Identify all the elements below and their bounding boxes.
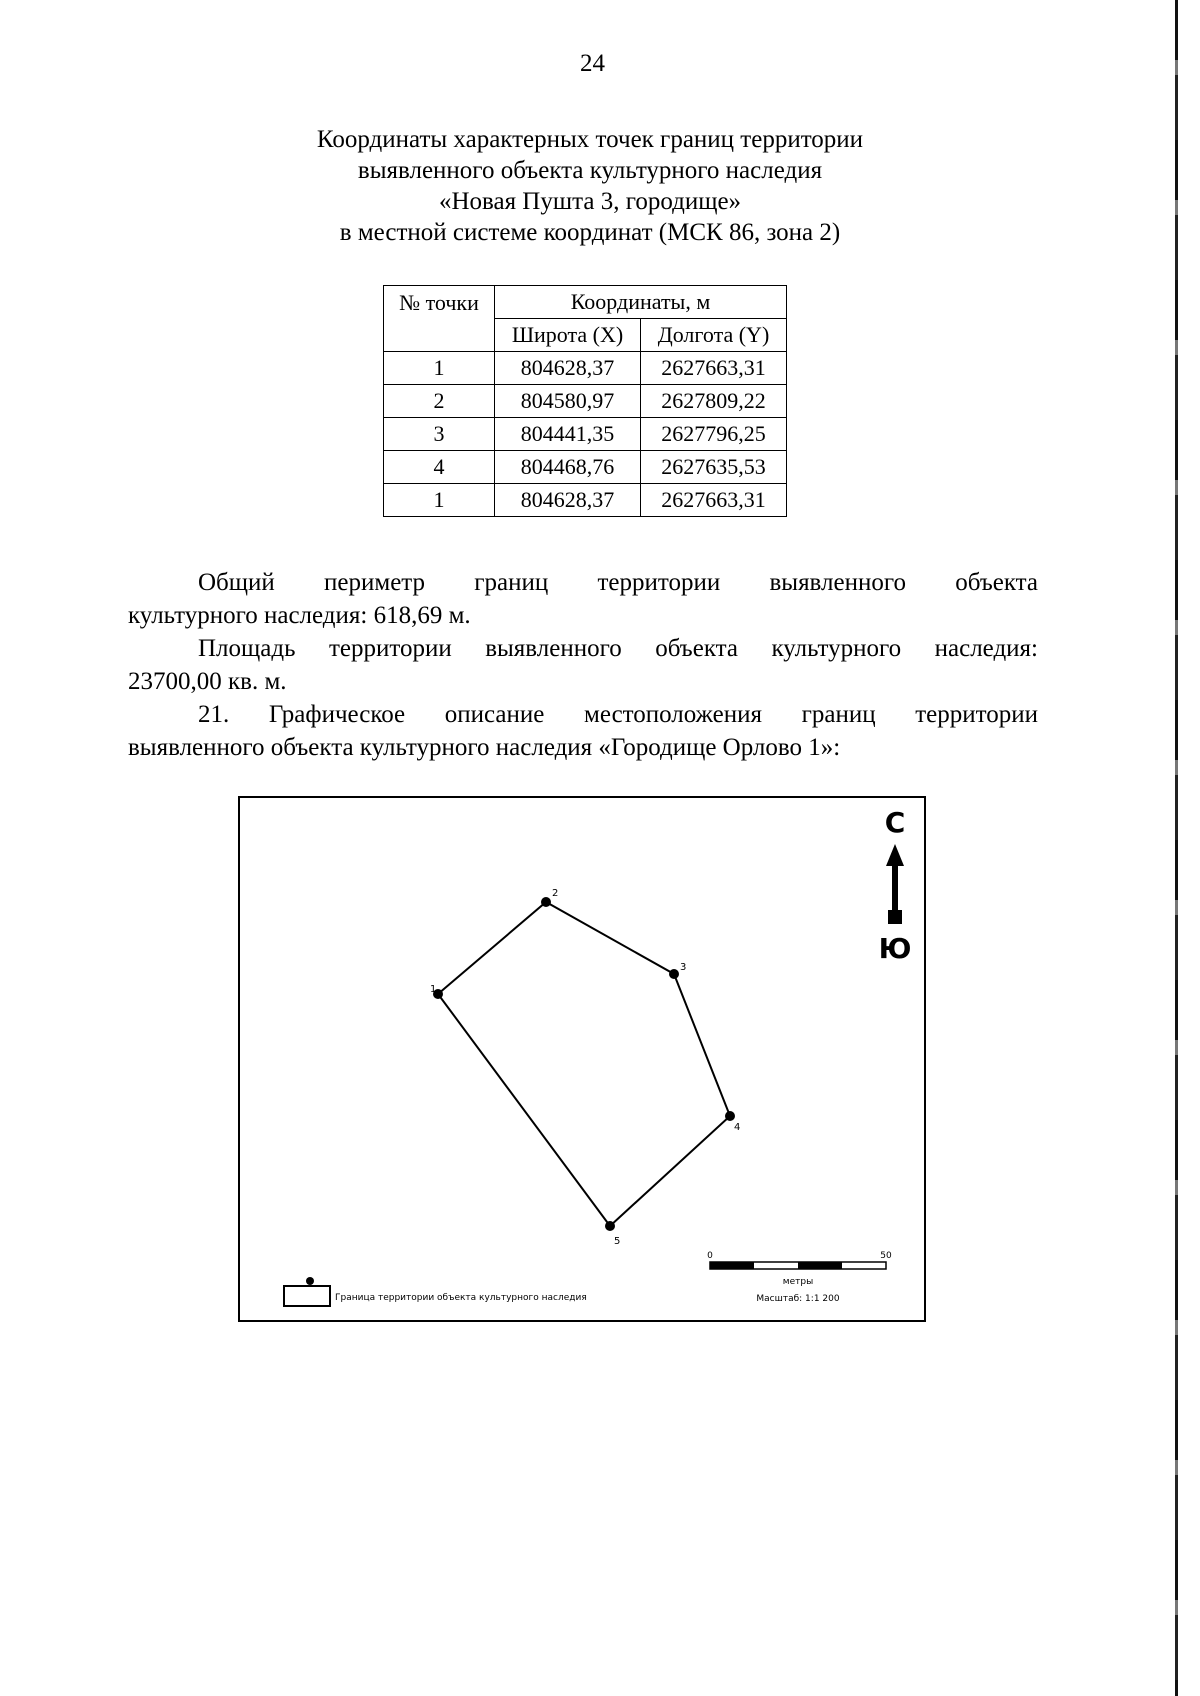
header-coordinates: Координаты, м [495, 286, 787, 319]
area-text-1: Площадь территории выявленного объекта культурного наследия: [198, 635, 1038, 662]
area-paragraph [128, 632, 1038, 698]
header-point: № точки [384, 286, 495, 352]
cell-point: 3 [384, 418, 495, 451]
header-longitude: Долгота (Y) [641, 319, 787, 352]
heading-line-2: выявленного объекта культурного наследия [357, 157, 823, 184]
graphic-description-paragraph [128, 698, 1038, 764]
point-label-2: 2 [552, 888, 559, 899]
cell-x: 804628,37 [495, 484, 641, 517]
cell-y: 2627663,31 [641, 484, 787, 517]
legend-boundary-icon [284, 1286, 330, 1306]
map-drawing [240, 798, 924, 1320]
scale-bar [707, 1251, 892, 1304]
table-row [384, 352, 787, 385]
cell-y: 2627663,31 [641, 352, 787, 385]
legend-text: Граница территории объекта культурного наследия [335, 1293, 587, 1303]
cell-x: 804580,97 [495, 385, 641, 418]
boundary-point-3 [669, 969, 679, 979]
cell-point: 4 [384, 451, 495, 484]
perimeter-text-2: культурного наследия: 618,69 м. [128, 602, 471, 629]
point-label-5: 5 [614, 1236, 621, 1247]
header-latitude: Широта (X) [495, 319, 641, 352]
boundary-point-5 [605, 1221, 615, 1231]
boundary-point-2 [541, 897, 551, 907]
coordinates-table [383, 285, 787, 517]
table-header-row [384, 286, 787, 319]
south-label: Ю [878, 932, 912, 965]
cell-point: 2 [384, 385, 495, 418]
perimeter-text-1: Общий периметр границ территории выявленного объекта [198, 569, 1038, 596]
area-text-2: 23700,00 кв. м. [128, 668, 287, 695]
heading-line-4: в местной системе координат (МСК 86, зона 2) [339, 219, 841, 246]
table-row [384, 451, 787, 484]
point-label-4: 4 [734, 1122, 741, 1133]
legend-point-icon [306, 1277, 314, 1285]
graphic-text-2: выявленного объекта культурного наследия «Городище Орлово 1»: [128, 734, 841, 761]
page-number: 24 [580, 50, 605, 77]
heading-line-1: Координаты характерных точек границ территории [316, 126, 864, 153]
boundary-polygon [433, 897, 735, 1231]
table-row [384, 385, 787, 418]
cell-x: 804628,37 [495, 352, 641, 385]
table-row [384, 484, 787, 517]
point-label-1: 1 [430, 984, 437, 995]
perimeter-paragraph [128, 566, 1038, 632]
boundary-point-4 [725, 1111, 735, 1121]
cell-point: 1 [384, 484, 495, 517]
heading-line-3: «Новая Пушта 3, городище» [438, 188, 742, 215]
cell-y: 2627796,25 [641, 418, 787, 451]
table-row [384, 418, 787, 451]
graphic-text-1: 21. Графическое описание местоположения границ территории [198, 701, 1038, 728]
cell-x: 804441,35 [495, 418, 641, 451]
scale-unit: метры [782, 1277, 814, 1287]
cell-point: 1 [384, 352, 495, 385]
scan-edge [1175, 0, 1178, 1696]
cell-y: 2627635,53 [641, 451, 787, 484]
scale-text: Масштаб: 1:1 200 [756, 1294, 840, 1304]
boundary-map [238, 796, 926, 1322]
north-arrow [879, 806, 912, 965]
north-label: С [884, 806, 906, 839]
scale-start-label: 0 [707, 1251, 713, 1261]
section-heading [150, 124, 1030, 248]
scale-end-label: 50 [880, 1251, 892, 1261]
cell-x: 804468,76 [495, 451, 641, 484]
map-legend [284, 1277, 587, 1306]
arrow-up-icon [886, 844, 904, 866]
point-label-3: 3 [680, 962, 687, 973]
cell-y: 2627809,22 [641, 385, 787, 418]
